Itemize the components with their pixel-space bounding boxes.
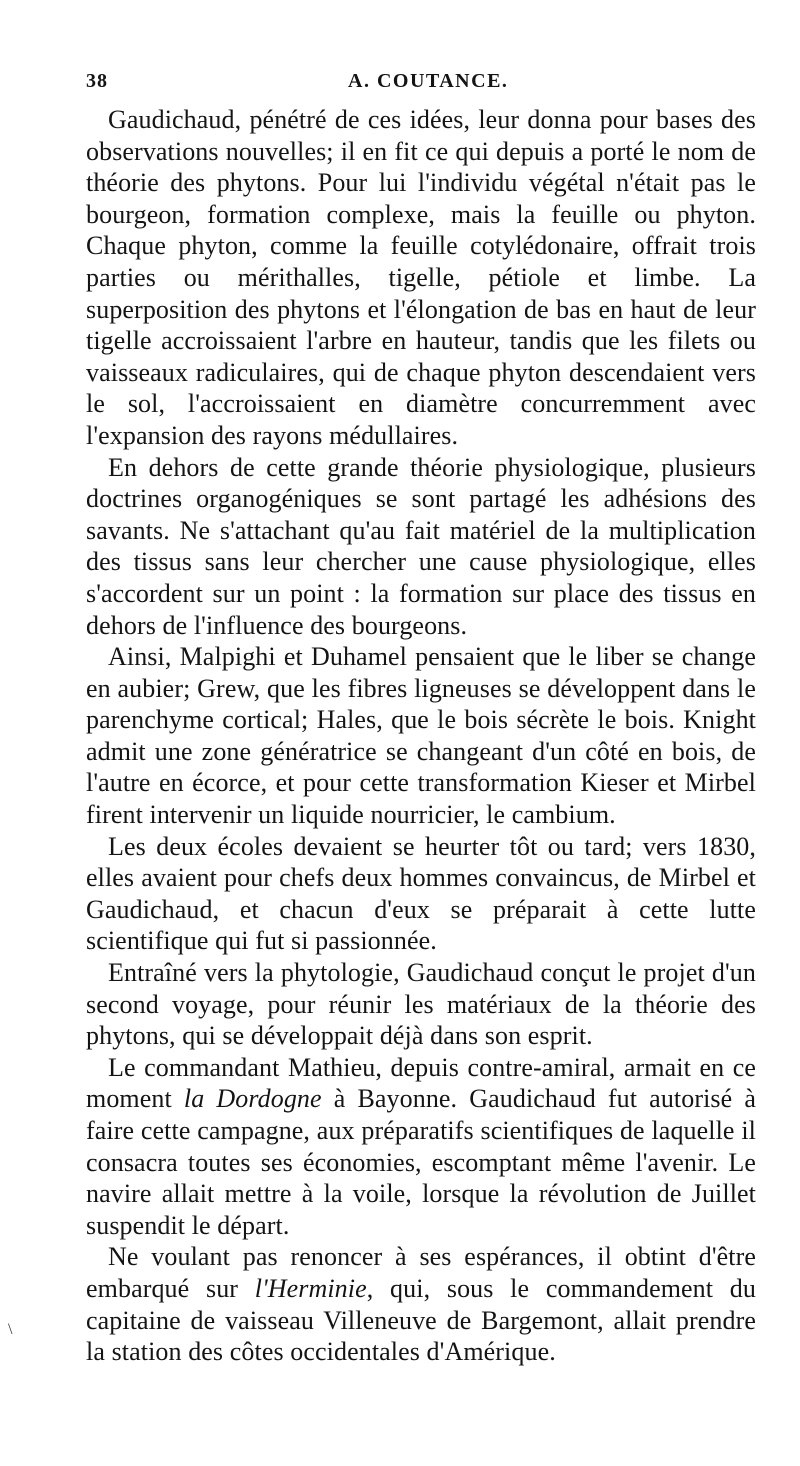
page-number: 38 — [86, 70, 108, 92]
paragraph: Ainsi, Malpighi et Duhamel pensaient que le liber se change en aubier; Grew, que les fibres ligneuses se développent dans le parenchyme cortical; Hales, que le bois sécrète le bois. Knight admit une zone génératrice se changeant d'un côté en bois, de l'autre en écorce, et pour cette transformation Kieser et Mirbel firent intervenir un liquide nourricier, le cambium. — [86, 642, 756, 830]
ship-name-italic: la Dordogne — [183, 1084, 322, 1114]
running-head: A. COUTANCE. — [348, 70, 509, 92]
paragraph: Les deux écoles devaient se heurter tôt ou tard; vers 1830, elles avaient pour chefs deux hommes convaincus, de Mirbel et Gaudichaud, et chacun d'eux se préparait à cette lutte scientifique qui fut si passionnée. — [86, 831, 756, 956]
paragraph: Ne voulant pas renoncer à ses espérances, il obtint d'être embarqué sur l'Herminie, qui, sous le commandement du capitaine de vaisseau Villeneuve de Bargemont, allait prendre la station des côtes occidentales d'Amérique. — [86, 1242, 756, 1367]
ship-name-italic: l'Herminie — [254, 1273, 367, 1303]
paragraph: En dehors de cette grande théorie physiologique, plusieurs doctrines organogéniques se sont partagé les adhésions des savants. Ne s'attachant qu'au fait matériel de la multiplication des tissus sans leur chercher une cause physiologique, elles s'accordent sur un point : la formation sur place des tissus en dehors de l'influence des bourgeons. — [86, 452, 756, 640]
margin-mark: \ — [8, 1321, 13, 1338]
page-header — [86, 70, 756, 100]
paragraph: Gaudichaud, pénétré de ces idées, leur donna pour bases des observations nouvelles; il en fit ce qui depuis a porté le nom de théorie des phytons. Pour lui l'individu végétal n'était pas le bourgeon, formation complexe, mais la feuille ou phyton. Chaque phyton, comme la feuille cotylédonaire, offrait trois parties ou mérithalles, tigelle, pétiole et limbe. La superposition des phytons et l'élongation de bas en haut de leur tigelle accroissaient l'arbre en hauteur, tandis que les filets ou vaisseaux radiculaires, qui de chaque phyton descendaient vers le sol, l'accroissaient en diamètre concurremment avec l'expansion des rayons médullaires. — [86, 105, 756, 450]
paragraph: Entraîné vers la phytologie, Gaudichaud conçut le projet d'un second voyage, pour réunir les matériaux de la théorie des phytons, qui se développait déjà dans son esprit. — [86, 958, 756, 1051]
body-text — [86, 104, 756, 1368]
paragraph: Le commandant Mathieu, depuis contre-amiral, armait en ce moment la Dordogne à Bayonne. Gaudichaud fut autorisé à faire cette campagne, aux préparatifs scientifiques de laquelle il consacra toutes ses économies, escomptant même l'avenir. Le navire allait mettre à la voile, lorsque la révolution de Juillet suspendit le départ. — [86, 1052, 756, 1240]
